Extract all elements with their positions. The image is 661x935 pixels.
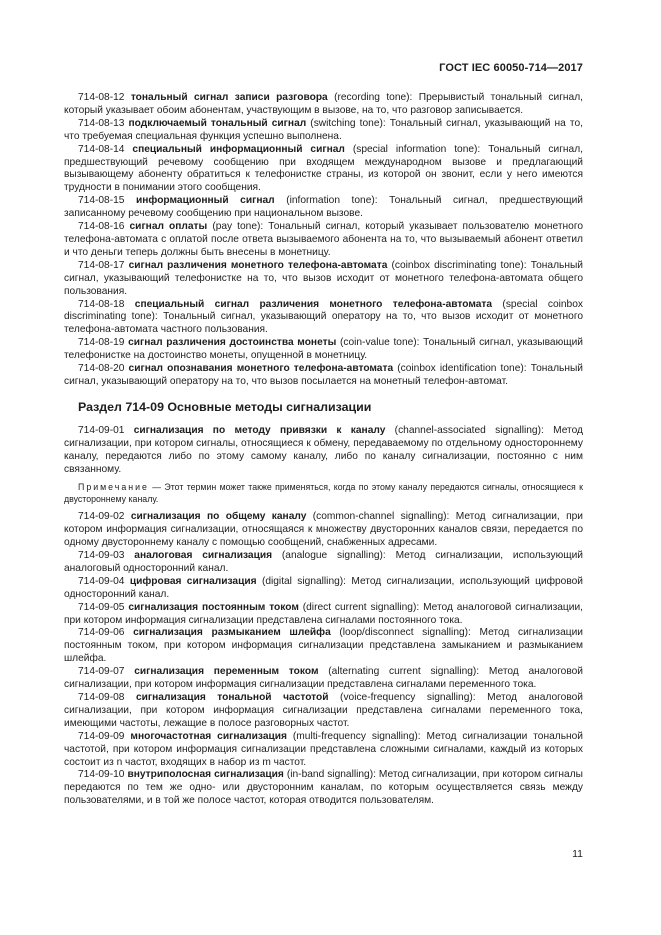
note: [64, 482, 583, 505]
term-definition: (voice-frequency signalling): Метод аналоговой сигнализации, при котором информация сигнализации представлена сигналами переменного тока, имеющими частоты, лежащие в полосе разговорных частот.: [64, 691, 583, 729]
term-entry: [64, 92, 583, 118]
term-definition: (special coinbox discriminating tone): Тональный сигнал, указывающий оператору на то, что вызов исходит от монетного телефона-автомата частного пользования.: [64, 298, 583, 336]
term-code: 714-08-19: [78, 337, 125, 349]
term-code: 714-09-08: [78, 691, 125, 703]
term-entry: [64, 363, 583, 389]
term-name: сигнализация переменным током: [134, 666, 319, 678]
entries-section-714-08: [64, 92, 583, 389]
term-code: 714-09-09: [78, 730, 125, 742]
term-code: 714-08-13: [78, 117, 125, 129]
document-body: [64, 92, 583, 808]
term-code: 714-09-04: [78, 575, 125, 587]
page-number: 11: [572, 848, 583, 860]
term-code: 714-08-14: [78, 143, 125, 155]
term-name: подключаемый тональный сигнал: [128, 117, 307, 129]
term-definition: (coinbox discriminating tone): Тональный сигнал, указывающий телефонистке на то, что вызов исходит от монетного телефона-автомата общего пользования.: [64, 259, 583, 297]
term-code: 714-08-16: [78, 221, 125, 233]
term-entry: [64, 666, 583, 692]
term-name: информационный сигнал: [136, 195, 275, 207]
term-definition: (common-channel signalling): Метод сигнализации, при котором информация сигнализации, относящаяся к множеству двусторонних каналов связи, передается по одному двустороннему каналу с помощью сообщений, снабженных адресами.: [64, 511, 583, 549]
term-code: 714-09-07: [78, 666, 125, 678]
term-name: внутриполосная сигнализация: [127, 769, 284, 781]
term-definition: (alternating current signalling): Метод аналоговой сигнализации, при котором информация сигнализации представлена сигналами переменного тока.: [64, 666, 583, 691]
term-name: аналоговая сигнализация: [134, 550, 273, 561]
term-entry: [64, 425, 583, 477]
term-definition: (digital signalling): Метод сигнализации, использующий цифровой односторонний канал.: [64, 575, 583, 600]
term-name: сигнал различения монетного телефона-автомата: [128, 259, 388, 271]
term-code: 714-09-01: [78, 424, 125, 436]
term-definition: (in-band signalling): Метод сигнализации, при котором сигналы передаются по тем же одно- или двусторонним каналам, по которым осуществляется связь между пользователями, и в той же полосе частот, которая отводится пользователям.: [64, 769, 583, 807]
term-definition: (direct current signalling): Метод аналоговой сигнализации, при котором информация сигнализации представлена сигналами постоянного тока.: [64, 601, 583, 626]
term-name: многочастотная сигнализация: [130, 730, 287, 742]
term-entry: [64, 731, 583, 770]
term-name: цифровая сигнализация: [129, 575, 257, 587]
document-header: ГОСТ IEC 60050-714—2017: [439, 62, 583, 74]
term-code: 714-09-03: [78, 550, 125, 561]
term-entry: [64, 260, 583, 299]
term-definition: (coinbox identification tone): Тональный сигнал, указывающий оператору на то, что вызов посылается на монетный телефон-автомат.: [64, 363, 583, 387]
term-definition: (special information tone): Тональный сигнал, предшествующий речевому сообщению при входящем международном вызове и предлагающий вызывающему абоненту обратиться к телефонистке страны, из которой он звонит, если у него имеются трудности в понимании этого сообщения.: [64, 143, 583, 194]
term-name: специальный сигнал различения монетного телефона-автомата: [134, 298, 493, 310]
term-code: 714-08-17: [78, 259, 125, 271]
term-name: сигнализация по методу привязки к каналу: [133, 424, 386, 436]
term-definition: (channel-associated signalling): Метод сигнализации, при котором сигналы, относящиеся к обмену, передаваемому по отдельному одностороннему каналу, передаются либо по этому самому каналу, либо по каналу сигнализации, постоянно с ним связанному.: [64, 424, 583, 475]
term-definition: (information tone): Тональный сигнал, предшествующий записанному речевому сообщению при национальном вызове.: [64, 195, 583, 220]
term-code: 714-08-12: [78, 92, 125, 103]
term-definition: (multi-frequency signalling): Метод сигнализации тональной частотой, при котором информация сигнализации представлена сложными сигналами, каждый из которых состоит из n частот, входящих в набор из m частот.: [64, 730, 583, 768]
note-label: Примечание: [78, 482, 149, 493]
entries-section-714-09: [64, 511, 583, 808]
term-entry: [64, 195, 583, 221]
term-entry: [64, 627, 583, 666]
term-entry: [64, 602, 583, 628]
term-entry: [64, 221, 583, 260]
term-name: тональный сигнал записи разговора: [130, 92, 328, 103]
term-entry: [64, 550, 583, 576]
term-name: сигнализация по общему каналу: [130, 511, 307, 523]
term-entry: [64, 118, 583, 144]
term-name: сигнализация размыканием шлейфа: [133, 627, 331, 639]
term-definition: (coin-value tone): Тональный сигнал, указывающий телефонистке на достоинство монеты, опущенной в монетницу.: [64, 337, 583, 362]
term-entry: [64, 337, 583, 363]
term-code: 714-09-05: [78, 601, 125, 613]
term-code: 714-08-20: [78, 363, 125, 375]
term-entry: [64, 299, 583, 338]
term-entry: [64, 769, 583, 808]
section-heading: Раздел 714-09 Основные методы сигнализации: [78, 399, 372, 414]
term-name: специальный информационный сигнал: [132, 143, 345, 155]
term-definition: (analogue signalling): Метод сигнализации, использующий аналоговый односторонний канал.: [64, 550, 583, 574]
term-entry: [64, 576, 583, 602]
term-name: сигнал опознавания монетного телефона-автомата: [128, 363, 394, 375]
term-name: сигнализация постоянным током: [128, 601, 299, 613]
term-definition: (recording tone): Прерывистый тональный сигнал, который указывает обоим абонентам, участвующим в вызове, на то, что разговор записывается.: [64, 92, 583, 116]
term-entry: [64, 511, 583, 550]
term-name: сигнал оплаты: [129, 221, 208, 233]
term-code: 714-09-02: [78, 511, 125, 523]
term-entry: [64, 692, 583, 731]
term-entry: [64, 144, 583, 196]
term-definition: (loop/disconnect signalling): Метод сигнализации постоянным током, при котором информация сигнализации представлена замыканием и размыканием шлейфа.: [64, 627, 583, 665]
term-name: сигнализация тональной частотой: [135, 691, 329, 703]
term-code: 714-09-06: [78, 627, 125, 639]
note-text: — Этот термин может также применяться, когда по этому каналу передаются сигналы, относящиеся к двустороннему каналу.: [64, 482, 583, 504]
term-definition: (switching tone): Тональный сигнал, указывающий на то, что требуемая специальная функция успешно выполнена.: [64, 117, 583, 142]
term-code: 714-08-18: [78, 298, 125, 310]
term-definition: (pay tone): Тональный сигнал, который указывает пользователю монетного телефона-автомата с оплатой после ответа вызываемого абонента на то, что вызываемый абонент ответил и что деньги теперь должны быть внесены в монетницу.: [64, 221, 583, 258]
term-code: 714-09-10: [78, 769, 125, 781]
term-name: сигнал различения достоинства монеты: [128, 337, 337, 349]
entries-section-714-09-start: [64, 425, 583, 477]
term-code: 714-08-15: [78, 195, 125, 207]
